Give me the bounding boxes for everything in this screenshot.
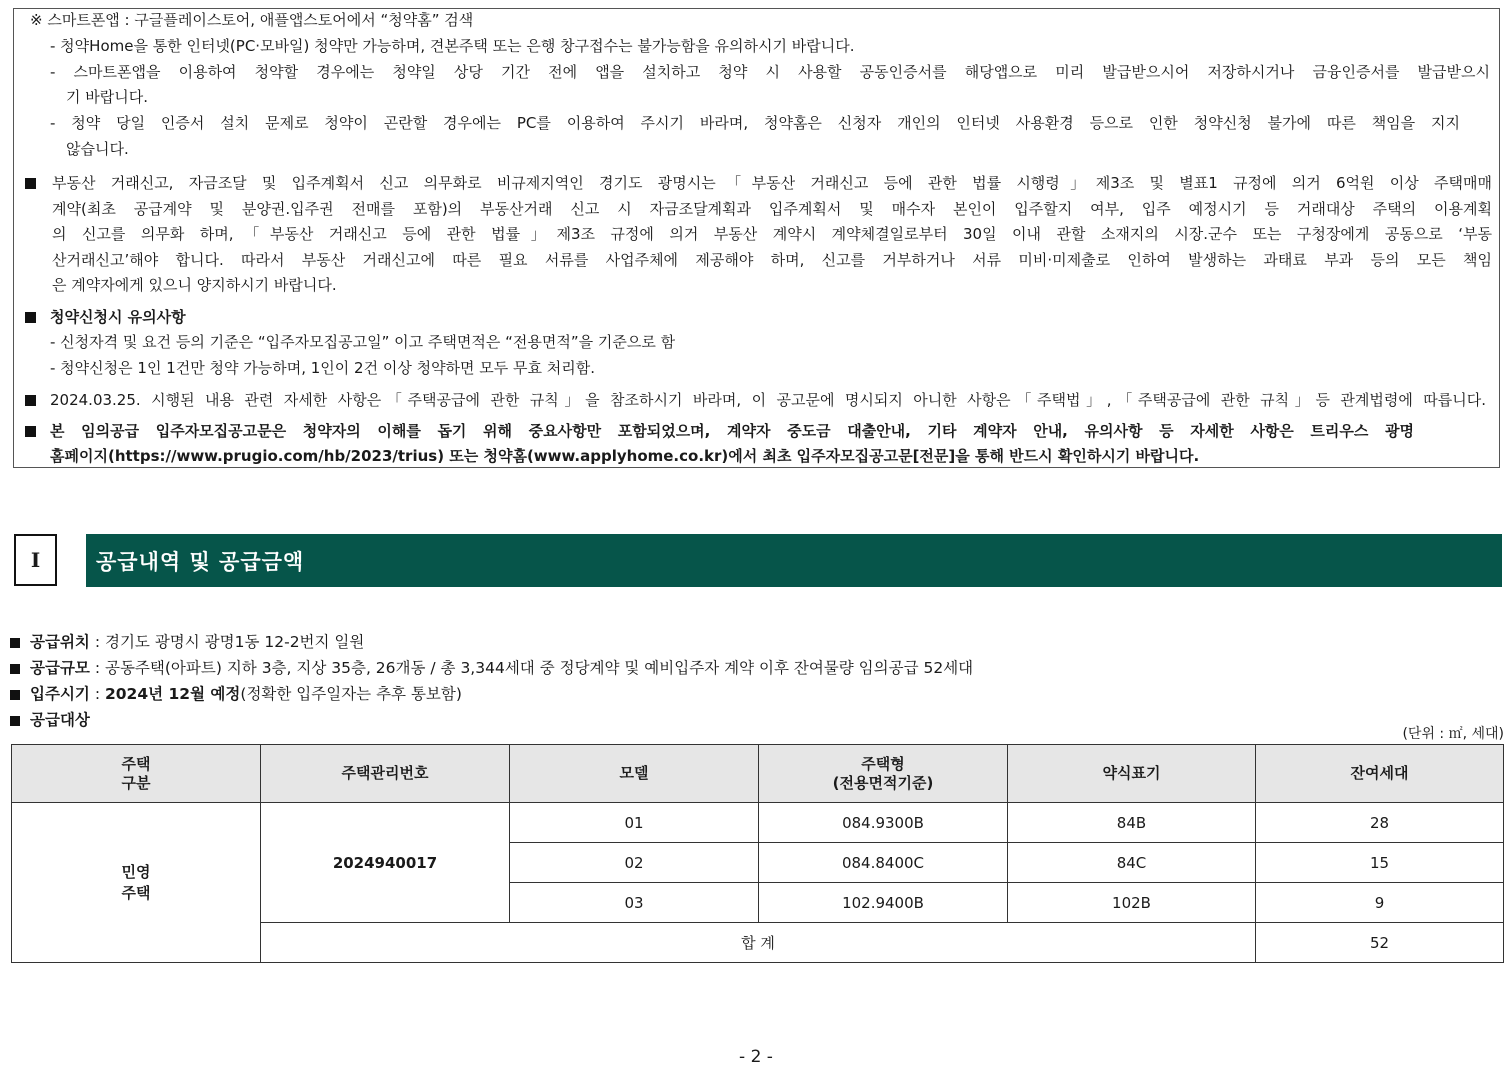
header-type-line1: 주택 bbox=[121, 754, 151, 773]
scale-label: 공급규모 bbox=[30, 659, 90, 677]
rule-line: 2024.03.25. 시행된 내용 관련 자세한 사항은「주택공급에 관한 규칙」을 참조하시기 바라며, 이 공고문에 명시되지 아니한 사항은「주택법」,「주택공급에 관한 규칙」등 관계법령에 따릅니다. bbox=[50, 391, 1486, 409]
supply-scale bbox=[10, 656, 973, 678]
movein-note: (정확한 입주일자는 추후 통보함) bbox=[240, 685, 462, 703]
square-bullet-icon bbox=[25, 178, 36, 189]
square-bullet-icon bbox=[10, 638, 20, 648]
report-line: 산거래신고’해야 합니다. 따라서 부동산 거래신고에 따른 필요 서류를 사업주체에 제공해야 하며, 신고를 거부하거나 서류 미비·미제출로 인하여 발생하는 과태료 부과 등의 모든 책임 bbox=[52, 251, 1492, 269]
caution-item: - 청약신청은 1인 1건만 청약 가능하며, 1인이 2건 이상 청약하면 모두 무효 처리함. bbox=[50, 359, 596, 377]
model-cell: 03 bbox=[510, 883, 759, 923]
header-abbr: 약식표기 bbox=[1008, 745, 1256, 803]
section-title: 공급내역 및 공급금액 bbox=[86, 534, 1502, 587]
scale-value: : 공동주택(아파트) 지하 3층, 지상 35층, 26개동 / 총 3,344세대 중 정당계약 및 예비입주자 계약 이후 잔여물량 임의공급 52세대 bbox=[89, 659, 974, 677]
notice-item: - 스마트폰앱을 이용하여 청약할 경우에는 청약일 상당 기간 전에 앱을 설치하고 청약 시 사용할 공동인증서를 해당앱으로 미리 발급받으시어 저장하시거나 금융인증서를 발급받으시 bbox=[50, 63, 1490, 81]
category-cell bbox=[12, 803, 261, 963]
square-bullet-icon bbox=[25, 312, 36, 323]
abbr-cell: 102B bbox=[1008, 883, 1256, 923]
report-line: 부동산 거래신고, 자금조달 및 입주계획서 신고 의무화로 비규제지역인 경기도 광명시는「부동산 거래신고 등에 관한 법률 시행령」제3조 및 별표1 규정에 의거 6억원 이상 주택매매 bbox=[52, 174, 1492, 192]
page-number: - 2 - bbox=[739, 1047, 773, 1067]
supply-movein bbox=[10, 682, 462, 704]
housing-cell: 084.8400C bbox=[759, 843, 1008, 883]
housing-cell: 102.9400B bbox=[759, 883, 1008, 923]
supply-location bbox=[10, 630, 364, 652]
notice-item: - 청약Home을 통한 인터넷(PC·모바일) 청약만 가능하며, 견본주택 또는 은행 창구접수는 불가능함을 유의하시기 바랍니다. bbox=[50, 37, 855, 55]
remain-cell: 9 bbox=[1256, 883, 1504, 923]
square-bullet-icon bbox=[10, 716, 20, 726]
notice-item: 않습니다. bbox=[66, 140, 129, 158]
unit-note: (단위 : ㎡, 세대) bbox=[1402, 726, 1504, 742]
movein-label: 입주시기 bbox=[30, 685, 90, 703]
square-bullet-icon bbox=[10, 690, 20, 700]
location-value: : 경기도 광명시 광명1동 12-2번지 일원 bbox=[89, 633, 365, 651]
remain-cell: 28 bbox=[1256, 803, 1504, 843]
header-type bbox=[12, 745, 261, 803]
header-remain: 잔여세대 bbox=[1256, 745, 1504, 803]
section-number: I bbox=[14, 534, 57, 586]
report-line: 의 신고를 의무화 하며,「부동산 거래신고 등에 관한 법률」제3조 규정에 의거 부동산 계약시 계약체결일로부터 30일 이내 관할 소재지의 시장.군수 또는 구청장에게 공동으로 ‘부동 bbox=[52, 225, 1492, 243]
final-notice-line: 본 임의공급 입주자모집공고문은 청약자의 이해를 돕기 위해 중요사항만 포함되었으며, 계약자 중도금 대출안내, 기타 계약자 안내, 유의사항 등 자세한 사항은 트리우스 광명 bbox=[50, 422, 1414, 440]
abbr-cell: 84C bbox=[1008, 843, 1256, 883]
target-label: 공급대상 bbox=[30, 711, 90, 729]
category-line1: 민영 bbox=[121, 862, 151, 881]
square-bullet-icon bbox=[10, 664, 20, 674]
supply-target bbox=[10, 708, 90, 730]
abbr-cell: 84B bbox=[1008, 803, 1256, 843]
mgmt-no-cell: 2024940017 bbox=[261, 803, 510, 923]
report-line: 은 계약자에게 있으니 양지하시기 바랍니다. bbox=[52, 276, 337, 294]
header-model: 모델 bbox=[510, 745, 759, 803]
total-label: 합 계 bbox=[261, 923, 1256, 963]
movein-date: 2024년 12월 예정 bbox=[104, 685, 241, 703]
header-mgmt-no: 주택관리번호 bbox=[261, 745, 510, 803]
final-notice-line: 홈페이지(https://www.prugio.com/hb/2023/trius) 또는 청약홈(www.applyhome.co.kr)에서 최초 입주자모집공고문[전문]을 통해 반드시 확인하시기 바랍니다. bbox=[50, 447, 1200, 465]
square-bullet-icon bbox=[25, 395, 36, 406]
header-housing-line1: 주택형 bbox=[861, 754, 905, 773]
supply-table bbox=[11, 744, 1504, 963]
report-line: 계약(최초 공급계약 및 분양권.입주권 전매를 포함)의 부동산거래 신고 시 자금조달계획과 입주계획서 및 매수자 본인이 입주할지 여부, 입주 예정시기 등 거래대상 주택의 이용계획 bbox=[52, 200, 1492, 218]
table-row bbox=[12, 803, 1504, 843]
housing-cell: 084.9300B bbox=[759, 803, 1008, 843]
caution-title: 청약신청시 유의사항 bbox=[50, 308, 186, 326]
model-cell: 01 bbox=[510, 803, 759, 843]
caution-item: - 신청자격 및 요건 등의 기준은 “입주자모집공고일” 이고 주택면적은 “전용면적”을 기준으로 함 bbox=[50, 333, 676, 351]
table-header-row bbox=[12, 745, 1504, 803]
header-housing bbox=[759, 745, 1008, 803]
header-housing-line2: (전용면적기준) bbox=[832, 773, 934, 792]
app-search-line: ※ 스마트폰앱 : 구글플레이스토어, 애플앱스토어에서 “청약홈” 검색 bbox=[30, 11, 474, 29]
notice-item: - 청약 당일 인증서 설치 문제로 청약이 곤란할 경우에는 PC를 이용하여 주시기 바라며, 청약홈은 신청자 개인의 인터넷 사용환경 등으로 인한 청약신청 불가에 따른 책임을 지지 bbox=[50, 114, 1460, 132]
model-cell: 02 bbox=[510, 843, 759, 883]
remain-cell: 15 bbox=[1256, 843, 1504, 883]
movein-separator: : bbox=[89, 685, 105, 703]
header-type-line2: 구분 bbox=[121, 773, 151, 792]
category-line2: 주택 bbox=[121, 883, 151, 902]
total-value: 52 bbox=[1256, 923, 1504, 963]
notice-item: 기 바랍니다. bbox=[66, 88, 148, 106]
square-bullet-icon bbox=[25, 426, 36, 437]
location-label: 공급위치 bbox=[30, 633, 90, 651]
